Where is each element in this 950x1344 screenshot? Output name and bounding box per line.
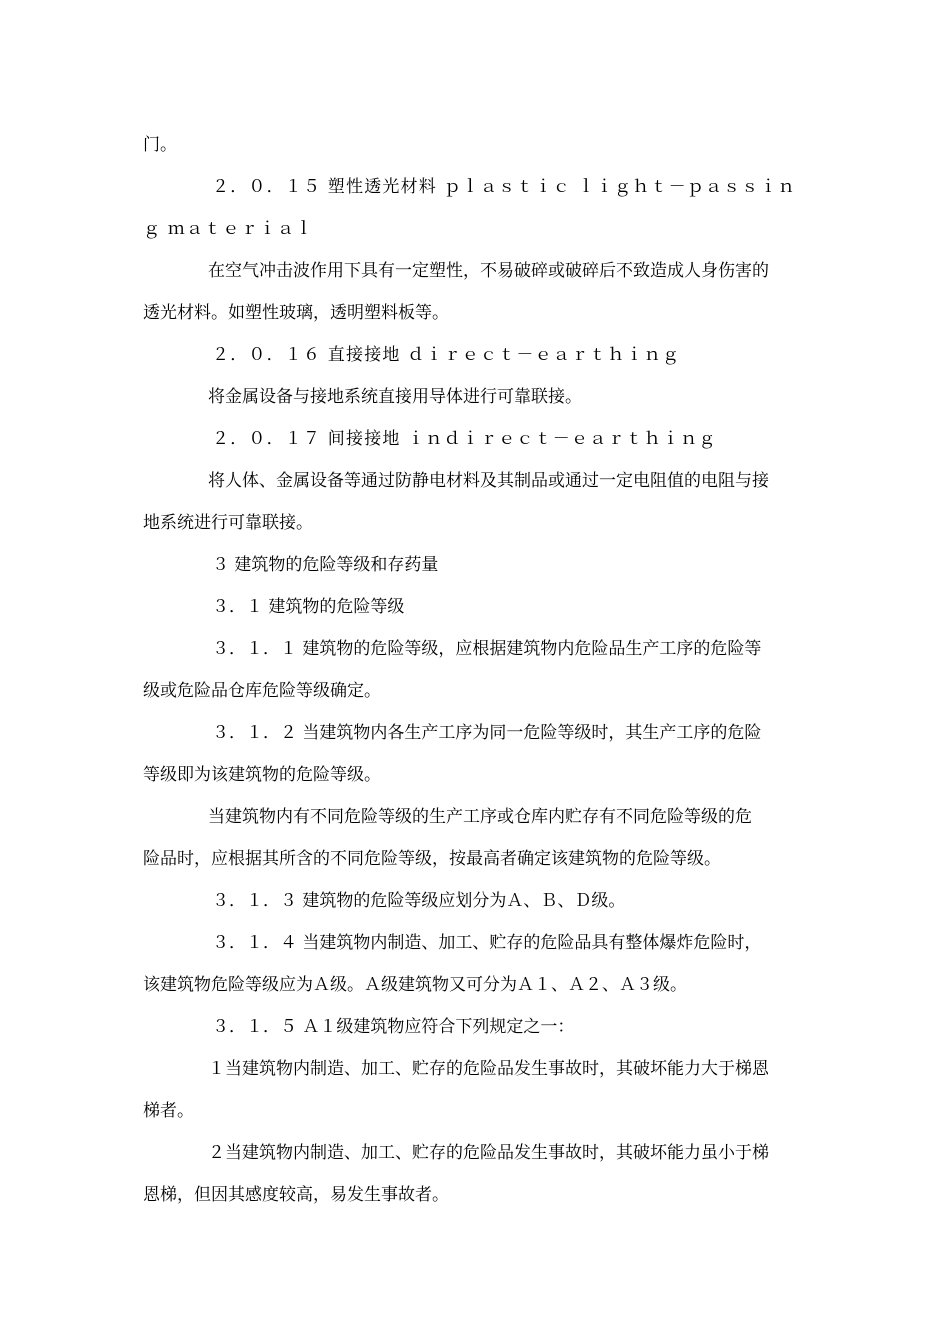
- clause-text: 级或危险品仓库危险等级确定。: [143, 681, 381, 701]
- clause-text: 当建筑物内有不同危险等级的生产工序或仓库内贮存有不同危险等级的危: [208, 807, 752, 827]
- clause-3-1-3: ３．１．３ 建筑物的危险等级应划分为Ａ、Ｂ、Ｄ级。: [212, 891, 626, 911]
- list-item-1-continued: 梯者。: [143, 1101, 194, 1121]
- definition-text: 将人体、金属设备等通过防静电材料及其制品或通过一定电阻值的电阻与接: [208, 471, 769, 491]
- clause-text: 等级即为该建筑物的危险等级。: [143, 765, 381, 785]
- term-heading-2-0-15-continued: ｇ ｍａｔｅｒｉａｌ: [143, 219, 314, 239]
- clause-3-1-4: ３．１．４ 当建筑物内制造、加工、贮存的危险品具有整体爆炸危险时，: [212, 933, 762, 953]
- clause-text: 险品时，应根据其所含的不同危险等级，按最高者确定该建筑物的危险等级。: [143, 849, 721, 869]
- clause-3-1-2: ３．１．２ 当建筑物内各生产工序为同一危险等级时，其生产工序的危险: [212, 723, 762, 743]
- section-heading-3-1: ３．１ 建筑物的危险等级: [212, 597, 405, 617]
- definition-text: 在空气冲击波作用下具有一定塑性，不易破碎或破碎后不致造成人身伤害的: [208, 261, 769, 281]
- list-item-2-continued: 恩梯，但因其感度较高，易发生事故者。: [143, 1185, 449, 1205]
- term-heading-2-0-15: ２．０．１５ 塑性透光材料 ｐｌａｓｔｉｃ ｌｉｇｈｔ－ｐａｓｓｉｎ: [212, 177, 797, 197]
- list-item-1: １当建筑物内制造、加工、贮存的危险品发生事故时，其破坏能力大于梯恩: [208, 1059, 769, 1079]
- term-heading-2-0-17: ２．０．１７ 间接接地 ｉｎｄｉｒｅｃｔ－ｅａｒｔｈｉｎｇ: [212, 429, 717, 449]
- term-heading-2-0-16: ２．０．１６ 直接接地 ｄｉｒｅｃｔ－ｅａｒｔｈｉｎｇ: [212, 345, 681, 365]
- definition-text: 将金属设备与接地系统直接用导体进行可靠联接。: [208, 387, 582, 407]
- list-item-2: ２当建筑物内制造、加工、贮存的危险品发生事故时，其破坏能力虽小于梯: [208, 1143, 769, 1163]
- chapter-heading-3: ３ 建筑物的危险等级和存药量: [212, 555, 439, 575]
- definition-text: 透光材料。如塑性玻璃，透明塑料板等。: [143, 303, 449, 323]
- clause-3-1-1: ３．１．１ 建筑物的危险等级，应根据建筑物内危险品生产工序的危险等: [212, 639, 762, 659]
- clause-text: 该建筑物危险等级应为Ａ级。Ａ级建筑物又可分为Ａ１、Ａ２、Ａ３级。: [143, 975, 687, 995]
- text-line: 门。: [143, 135, 177, 155]
- definition-text: 地系统进行可靠联接。: [143, 513, 313, 533]
- clause-3-1-5: ３．１．５ Ａ１级建筑物应符合下列规定之一：: [212, 1017, 575, 1037]
